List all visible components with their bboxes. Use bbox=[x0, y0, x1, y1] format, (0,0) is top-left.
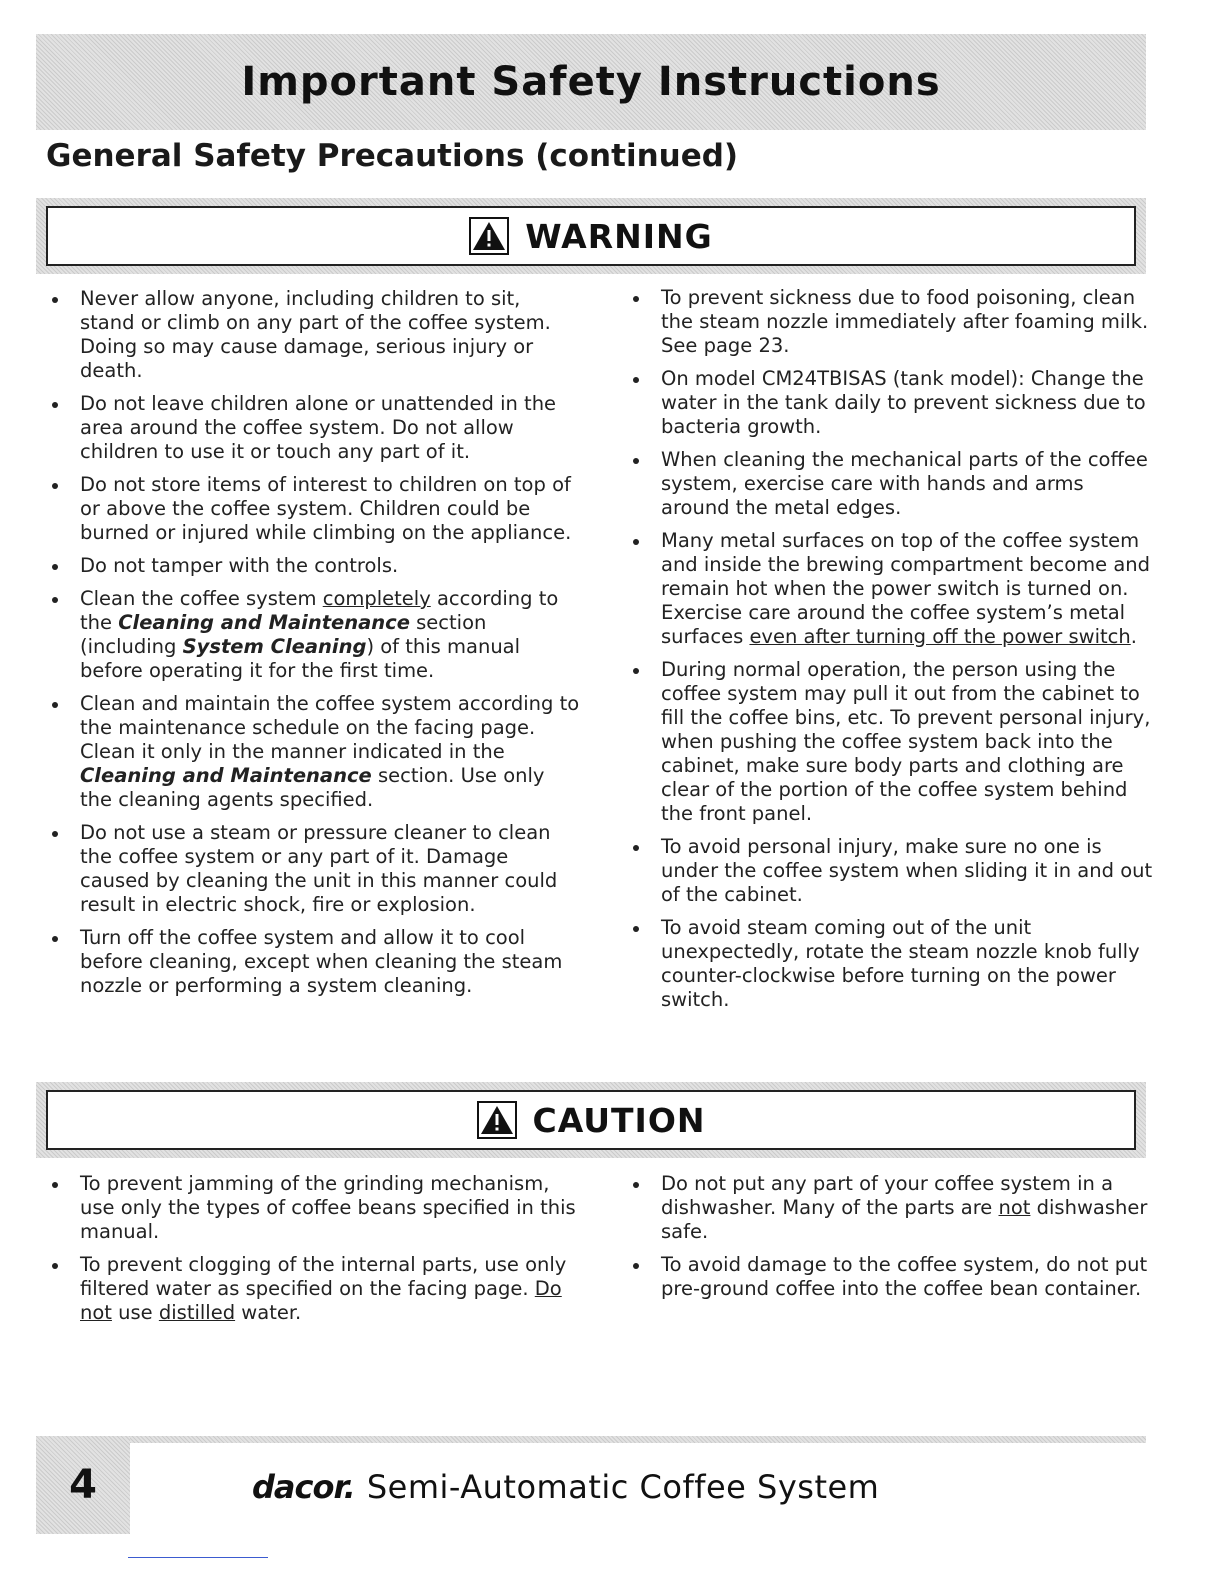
warning-banner bbox=[36, 198, 1146, 274]
list-item: To prevent jamming of the grinding mechanism, use only the types of coffee beans specified in this manual. bbox=[36, 1172, 581, 1244]
list-item: Do not leave children alone or unattended in the area around the coffee system. Do not allow children to use it or touch any part of it. bbox=[36, 392, 581, 464]
page-number: 4 bbox=[69, 1462, 97, 1508]
list-item: On model CM24TBISAS (tank model): Change the water in the tank daily to prevent sickness due to bacteria growth. bbox=[617, 367, 1157, 439]
bottom-rule bbox=[128, 1557, 268, 1558]
list-item: To prevent clogging of the internal parts, use only filtered water as specified on the facing page. Do not use distilled water. bbox=[36, 1253, 581, 1325]
list-item: Do not put any part of your coffee system in a dishwasher. Many of the parts are not dishwasher safe. bbox=[617, 1172, 1157, 1244]
warning-left-list bbox=[36, 287, 581, 1007]
list-item: Do not use a steam or pressure cleaner to clean the coffee system or any part of it. Damage caused by cleaning the unit in this manner could result in electric shock, fire or explosion. bbox=[36, 821, 581, 917]
list-item: Do not store items of interest to children on top of or above the coffee system. Children could be burned or injured while climbing on the appliance. bbox=[36, 473, 581, 545]
emphasis-underline: distilled bbox=[158, 1301, 236, 1324]
product-name: Semi-Automatic Coffee System bbox=[366, 1468, 880, 1506]
brand-logo: dacor. bbox=[252, 1468, 355, 1506]
list-item: Do not tamper with the controls. bbox=[36, 554, 581, 578]
banner-title: Important Safety Instructions bbox=[241, 59, 941, 105]
emphasis-underline: Do not bbox=[80, 1277, 562, 1324]
caution-banner bbox=[36, 1082, 1146, 1158]
list-item: Clean and maintain the coffee system according to the maintenance schedule on the facing page. Clean it only in the manner indicated in the Cleaning and Maintenance section. Use only the cleaning agents specified. bbox=[36, 692, 581, 812]
warning-right-list bbox=[617, 286, 1157, 1021]
list-item: During normal operation, the person using the coffee system may pull it out from the cabinet to fill the coffee bins, etc. To prevent personal injury, when pushing the coffee system back into the cabinet, make sure body parts and clothing are clear of the portion of the coffee system behind the front panel. bbox=[617, 658, 1157, 826]
footer-divider bbox=[130, 1436, 1146, 1443]
warning-triangle-icon bbox=[469, 217, 509, 255]
emphasis-underline: even after turning off the power switch bbox=[749, 625, 1131, 648]
list-item: When cleaning the mechanical parts of the coffee system, exercise care with hands and arms around the metal edges. bbox=[617, 448, 1157, 520]
list-item: To avoid personal injury, make sure no one is under the coffee system when sliding it in and out of the cabinet. bbox=[617, 835, 1157, 907]
warning-triangle-icon bbox=[477, 1101, 517, 1139]
caution-left-list bbox=[36, 1172, 581, 1334]
list-item: To avoid damage to the coffee system, do not put pre-ground coffee into the coffee bean container. bbox=[617, 1253, 1157, 1301]
list-item: Turn off the coffee system and allow it to cool before cleaning, except when cleaning the steam nozzle or performing a system cleaning. bbox=[36, 926, 581, 998]
section-title: General Safety Precautions (continued) bbox=[46, 138, 739, 174]
title-banner bbox=[36, 34, 1146, 130]
caution-label: CAUTION bbox=[532, 1100, 706, 1140]
emphasis-underline: completely bbox=[322, 587, 431, 610]
emphasis-bold: Cleaning and Maintenance bbox=[80, 764, 372, 787]
list-item: To avoid steam coming out of the unit unexpectedly, rotate the steam nozzle knob fully counter-clockwise before turning on the power switch. bbox=[617, 916, 1157, 1012]
emphasis-underline: not bbox=[998, 1196, 1031, 1219]
warning-label: WARNING bbox=[525, 216, 713, 256]
list-item: Never allow anyone, including children to sit, stand or climb on any part of the coffee system. Doing so may cause damage, serious injury or death. bbox=[36, 287, 581, 383]
list-item: Clean the coffee system completely according to the Cleaning and Maintenance section (including System Cleaning) of this manual before operating it for the first time. bbox=[36, 587, 581, 683]
emphasis-bold: System Cleaning bbox=[182, 635, 367, 658]
footer-brand bbox=[252, 1468, 879, 1514]
emphasis-bold: Cleaning and Maintenance bbox=[118, 611, 410, 634]
list-item: To prevent sickness due to food poisoning, clean the steam nozzle immediately after foaming milk. See page 23. bbox=[617, 286, 1157, 358]
caution-right-list bbox=[617, 1172, 1157, 1310]
page-number-block bbox=[36, 1436, 130, 1534]
list-item: Many metal surfaces on top of the coffee system and inside the brewing compartment become and remain hot when the power switch is turned on. Exercise care around the coffee system’s metal surfaces even after turning off the power switch. bbox=[617, 529, 1157, 649]
